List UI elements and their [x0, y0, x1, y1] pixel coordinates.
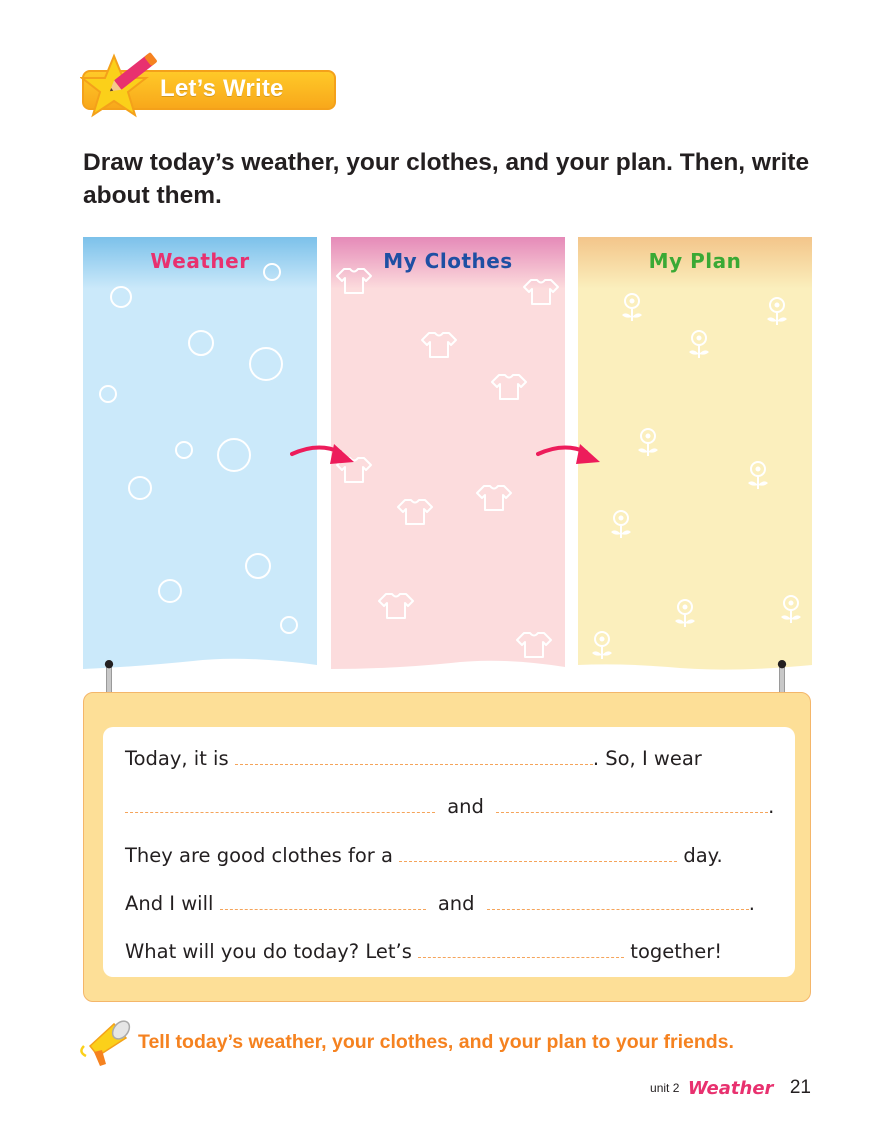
unit-label: unit 2: [650, 1081, 680, 1095]
clothes-panel-background: [331, 237, 565, 671]
plan-panel-background: [578, 237, 812, 671]
sentence-text: They are good clothes for a: [125, 844, 393, 867]
plan-panel[interactable]: [578, 237, 812, 671]
weather-panel-background: [83, 237, 317, 671]
sentence-text: and: [437, 892, 475, 915]
speaking-tip: [80, 1012, 840, 1072]
sentence-line-5: [125, 936, 722, 963]
plan-blank-1[interactable]: [220, 888, 426, 910]
sentence-text: . So, I wear: [592, 747, 702, 770]
clothes-blank-2[interactable]: [496, 791, 768, 813]
unit-word: Weather: [687, 1077, 774, 1099]
megaphone-icon: [80, 1016, 136, 1068]
sentence-text: .: [768, 795, 775, 818]
page-footer: [650, 1077, 811, 1101]
arrow-right-icon: [536, 440, 602, 470]
sentence-text: day.: [683, 844, 723, 867]
clothes-panel-title: My Clothes: [383, 249, 513, 273]
sentence-text: .: [748, 892, 755, 915]
plan-panel-title: My Plan: [648, 249, 742, 273]
together-blank[interactable]: [418, 936, 624, 958]
clothes-panel[interactable]: [331, 237, 565, 671]
sentence-text: What will you do today? Let’s: [125, 940, 412, 963]
sentence-line-2: [125, 791, 774, 818]
sentence-text: and: [447, 795, 484, 818]
sentence-line-3: [125, 840, 723, 867]
clothes-blank-1[interactable]: [125, 791, 435, 813]
sentence-text: together!: [630, 940, 723, 963]
sentence-line-4: [125, 888, 755, 915]
star-pencil-icon: [80, 48, 170, 133]
plan-blank-2[interactable]: [487, 888, 749, 910]
arrow-right-icon: [290, 440, 356, 470]
sentence-text: And I will: [125, 892, 214, 915]
lets-write-badge: [80, 38, 340, 124]
tip-text: Tell today’s weather, your clothes, and your plan to your friends.: [138, 1031, 734, 1053]
writing-area: [103, 727, 795, 977]
weather-panel[interactable]: [83, 237, 317, 671]
sentence-line-1: [125, 743, 702, 770]
badge-label: Let’s Write: [160, 75, 284, 102]
weather-blank[interactable]: [235, 743, 593, 765]
page-number: 21: [789, 1077, 811, 1098]
sentence-text: Today, it is: [125, 747, 229, 770]
instruction-text: Draw today’s weather, your clothes, and your plan. Then, write about them.: [83, 149, 810, 209]
weather-panel-title: Weather: [150, 249, 250, 273]
writing-board: [83, 692, 811, 1002]
day-type-blank[interactable]: [399, 840, 677, 862]
